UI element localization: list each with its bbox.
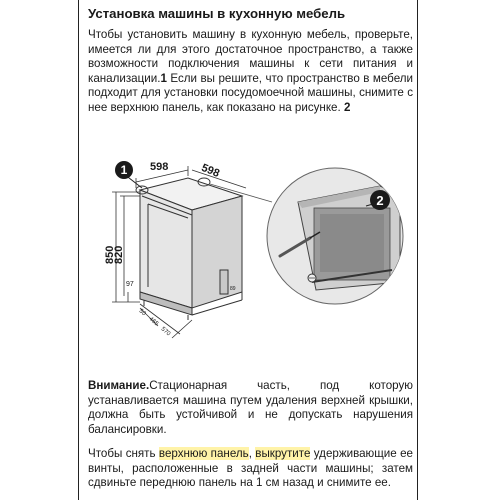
tip-part2: , [248, 447, 256, 460]
dim-side-small: 89 [230, 286, 236, 292]
dishwasher-drawing [137, 178, 242, 320]
tip-part3: удерживающие ее винты, расположенные в задней части машины; затем сдвиньте переднюю панель на 1 см назад и снимите ее. [88, 447, 413, 490]
dim-depth-top: 598 [199, 161, 222, 180]
section-title: Установка машины в кухонную мебель [88, 6, 346, 21]
dim-depth-a: 50 [137, 308, 147, 318]
callout-2-label: 2 [376, 193, 384, 208]
intro-ref-2: 2 [343, 100, 351, 114]
intro-text-cont: Если вы решите, что пространство в мебели подходит для установки посудомоечной машины, снимите с нее верхнюю панель, как показано на рисунке. [88, 71, 413, 114]
callout-1 [115, 161, 142, 188]
tip-part1: Чтобы снять [88, 447, 159, 460]
intro-ref-1: 1 [160, 71, 167, 85]
detail-magnifier [267, 168, 403, 304]
warning-paragraph [88, 379, 413, 437]
dim-width-top: 598 [150, 161, 169, 173]
warning-text: Стационарная часть, под которую устанавливается машина путем удаления верхней крышки, должна быть устойчивой и не допускать нарушения балансировки. [88, 379, 413, 436]
intro-text: Чтобы установить машину в кухонную мебель, проверьте, имеется ли для этого достаточное пространство, а также возможности подключения машины к сети питания и канализации. [88, 28, 413, 85]
tip-paragraph [88, 447, 413, 491]
intro-paragraph [88, 28, 413, 116]
callout-1-label: 1 [120, 163, 128, 177]
dim-height-inner: 820 [113, 245, 125, 264]
warning-label: Внимание. [88, 379, 150, 392]
dim-base: 97 [126, 281, 134, 288]
installation-figure [80, 152, 416, 344]
tip-highlight-1: верхнюю панель [158, 447, 249, 460]
tip-highlight-2: выкрутите [255, 447, 311, 460]
dim-depth-c: 570 [159, 326, 172, 338]
dim-depth-b: 465 [147, 316, 160, 328]
dim-height-outer: 850 [104, 245, 116, 264]
